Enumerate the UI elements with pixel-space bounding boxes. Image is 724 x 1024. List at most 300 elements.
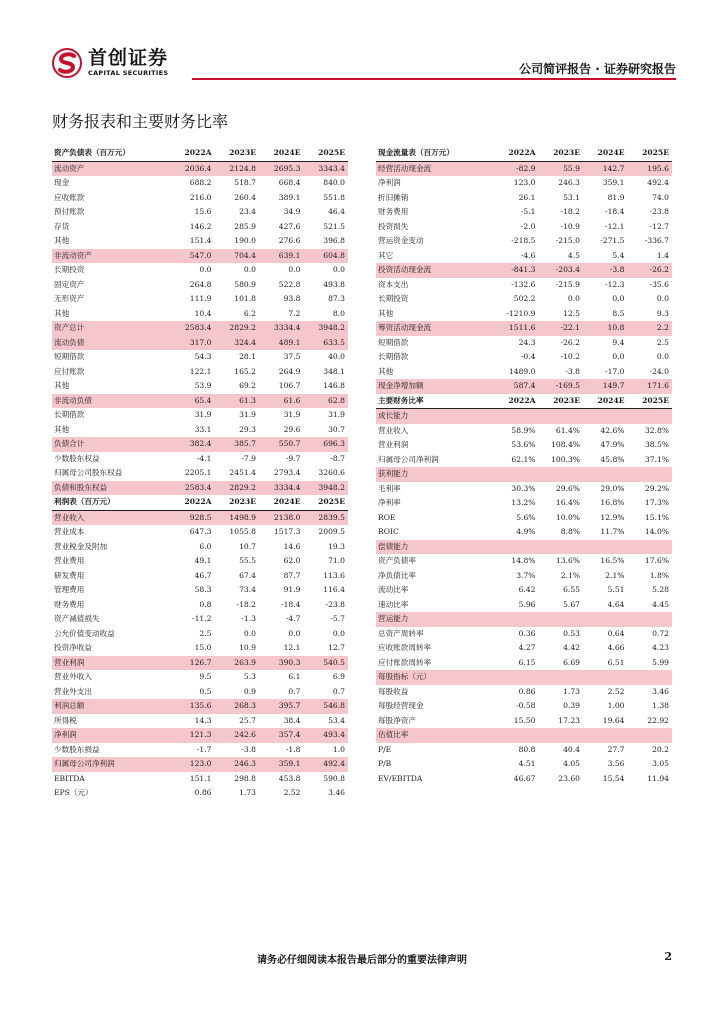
row-label: 少数股东损益	[54, 744, 100, 754]
value-cell: 0.36	[518, 628, 536, 638]
value-cell: 5.96	[518, 599, 536, 609]
value-cell: 696.3	[304, 437, 349, 452]
value-cell: 5.4	[612, 250, 625, 260]
value-cell: 27.7	[607, 744, 625, 754]
value-cell	[583, 467, 628, 482]
value-cell: 12.1	[283, 643, 301, 652]
table-row	[376, 641, 672, 656]
row-label: 财务费用	[54, 599, 85, 609]
row-label: 所得税	[54, 715, 77, 725]
value-cell: -35.6	[649, 279, 669, 289]
row-label: 毛利率	[378, 483, 401, 493]
value-cell: 551.8	[323, 192, 345, 202]
value-cell: 67.4	[239, 570, 256, 580]
report-type-label: 公司简评报告 · 证券研究报告	[519, 62, 676, 76]
value-cell: 263.9	[215, 656, 260, 671]
value-cell: 69.2	[239, 381, 256, 390]
value-cell: 2022A	[184, 148, 212, 157]
value-cell: 15.6	[194, 207, 212, 216]
value-cell: 668.4	[278, 178, 301, 187]
table-row	[376, 278, 672, 293]
value-cell	[539, 670, 584, 685]
value-cell: -12.3	[605, 279, 625, 289]
value-cell: 80.8	[518, 744, 536, 754]
value-cell: 2583.4	[170, 321, 215, 336]
value-cell: 28.1	[239, 352, 256, 361]
value-cell: 493.8	[323, 279, 345, 289]
value-cell: 298.8	[234, 773, 256, 783]
value-cell: -2.0	[520, 221, 536, 231]
value-cell: 489.1	[259, 336, 304, 351]
value-cell: -10.2	[560, 352, 580, 361]
row-label: 投资净收益	[54, 643, 92, 652]
value-cell: 633.5	[304, 336, 349, 351]
table-row	[52, 670, 348, 685]
value-cell: -215.0	[555, 236, 580, 245]
value-cell: -24.0	[649, 366, 669, 376]
value-cell: -3.8	[583, 263, 628, 278]
value-cell: -218.5	[511, 236, 536, 245]
value-cell: 33.1	[194, 424, 212, 434]
value-cell: 2.5	[656, 337, 669, 347]
table-row	[376, 205, 672, 220]
table-row	[52, 452, 348, 467]
row-label: 营业外收入	[54, 672, 92, 681]
value-cell: 93.8	[283, 294, 301, 303]
value-cell: 2.1%	[560, 570, 580, 580]
value-cell: 6.1	[288, 672, 301, 681]
row-label: 营业收入	[378, 425, 409, 435]
value-cell: 1511.6	[494, 321, 539, 336]
value-cell: 590.8	[323, 773, 345, 783]
row-label: 资产总计	[52, 321, 170, 336]
table-row	[52, 786, 348, 801]
value-cell: 142.7	[583, 161, 628, 176]
table-row	[376, 569, 672, 584]
value-cell: 123.0	[170, 757, 215, 772]
value-cell: -18.2	[560, 207, 580, 216]
value-cell	[494, 540, 539, 555]
table-row	[52, 321, 348, 336]
table-row	[52, 336, 348, 351]
value-cell: 580.9	[234, 279, 256, 289]
value-cell: -5.7	[330, 614, 345, 623]
table-row	[52, 365, 348, 380]
value-cell: 14.8%	[511, 556, 536, 565]
row-label: 利润表（百万元）	[54, 497, 115, 506]
value-cell: 31.9	[283, 410, 301, 419]
value-cell: 23.60	[558, 773, 580, 783]
value-cell: 9.5	[199, 672, 212, 681]
table-row	[376, 424, 672, 439]
value-cell: 58.3	[194, 585, 212, 594]
value-cell: 10.4	[194, 308, 212, 318]
value-cell: -1210.9	[506, 308, 536, 318]
value-cell: 4.66	[607, 643, 625, 652]
row-label: 其它	[378, 250, 394, 260]
value-cell: -1.7	[196, 744, 212, 754]
table-row	[376, 467, 672, 482]
row-label: 总资产周转率	[378, 628, 424, 638]
row-label: 投资损失	[378, 221, 409, 231]
left-column	[52, 146, 348, 801]
value-cell: 171.6	[628, 379, 673, 394]
value-cell: 46.7	[194, 570, 212, 580]
value-cell: -8.7	[330, 453, 345, 463]
value-cell: 502.2	[513, 294, 536, 303]
row-label: 每股净资产	[378, 715, 416, 725]
table-row	[52, 685, 348, 700]
report-header	[52, 48, 676, 82]
value-cell: 0.0	[612, 352, 625, 361]
value-cell: 6.55	[563, 585, 580, 594]
value-cell: 47.9%	[600, 440, 625, 449]
value-cell: 146.8	[323, 381, 345, 390]
value-cell	[628, 728, 673, 743]
value-cell	[583, 728, 628, 743]
row-label: 存货	[54, 221, 70, 231]
table-row	[376, 307, 672, 322]
table-row	[52, 161, 348, 176]
value-cell: 38.5%	[644, 440, 669, 449]
value-cell: 2024E	[597, 395, 625, 405]
value-cell: 24.3	[518, 337, 536, 347]
value-cell: 108.4%	[551, 440, 580, 449]
value-cell: 6.0	[199, 541, 212, 551]
value-cell: 3.46	[328, 788, 345, 797]
value-cell: 2.52	[283, 788, 301, 797]
table-row	[376, 220, 672, 235]
value-cell: 62.8	[304, 394, 349, 409]
value-cell	[583, 409, 628, 424]
value-cell	[628, 409, 673, 424]
value-cell: 928.5	[170, 510, 215, 525]
value-cell: 2.52	[607, 686, 625, 696]
value-cell: 639.1	[259, 249, 304, 264]
value-cell: 53.1	[563, 192, 580, 202]
table-row	[376, 438, 672, 453]
row-label: 资产减值损失	[54, 614, 100, 623]
value-cell: 26.1	[518, 192, 536, 202]
value-cell: 2024E	[597, 148, 625, 157]
row-label: 折旧摊销	[378, 192, 409, 202]
value-cell: 13.2%	[511, 498, 536, 507]
table-row	[52, 641, 348, 656]
value-cell: 522.8	[278, 279, 301, 289]
row-label: 预付账款	[54, 207, 85, 216]
row-label: 其他	[54, 236, 70, 245]
table-header-row	[376, 394, 672, 409]
value-cell: -18.4	[281, 599, 301, 609]
value-cell: 8.0	[332, 308, 345, 318]
value-cell: 242.6	[215, 728, 260, 743]
value-cell: 4.42	[563, 643, 580, 652]
row-label: 财务费用	[378, 207, 409, 216]
row-label: 负债合计	[52, 437, 170, 452]
table-row	[52, 612, 348, 627]
table-row	[376, 191, 672, 206]
table-row	[376, 743, 672, 758]
value-cell	[539, 409, 584, 424]
row-label: 资产负债率	[378, 556, 416, 565]
value-cell: -12.7	[649, 221, 669, 231]
value-cell: 2451.4	[229, 468, 256, 477]
table-row	[376, 598, 672, 613]
value-cell: 0.0	[656, 352, 669, 361]
value-cell: 285.9	[234, 221, 256, 231]
value-cell	[494, 612, 539, 627]
value-cell: 45.8%	[600, 454, 625, 464]
logo-s-icon	[52, 48, 82, 78]
value-cell: 195.6	[628, 161, 673, 176]
value-cell: 11.94	[647, 773, 669, 783]
row-label: 研发费用	[54, 570, 85, 580]
value-cell: 111.9	[189, 294, 212, 303]
value-cell: 62.1%	[511, 454, 536, 464]
value-cell: 151.1	[189, 773, 212, 783]
value-cell: 61.3	[215, 394, 260, 409]
table-row	[52, 510, 348, 525]
value-cell: 2205.1	[184, 468, 212, 477]
row-label: ROIC	[378, 527, 399, 536]
row-label: 应收账款周转率	[378, 643, 432, 652]
value-cell: 2023E	[229, 148, 256, 157]
row-label: 归属母公司净利润	[52, 757, 170, 772]
value-cell: 2.5	[199, 628, 212, 638]
value-cell: 14.0%	[644, 527, 669, 536]
value-cell: 16.5%	[600, 556, 625, 565]
row-label: 估值比率	[376, 728, 494, 743]
value-cell: 0.0	[288, 265, 301, 274]
value-cell: 2025E	[318, 497, 345, 506]
value-cell: 81.9	[607, 192, 625, 202]
value-cell: 324.4	[215, 336, 260, 351]
value-cell: 29.6%	[555, 483, 580, 493]
table-row	[376, 627, 672, 642]
value-cell: 113.6	[323, 570, 345, 580]
value-cell: 3260.6	[318, 468, 345, 477]
value-cell: 5.3	[243, 672, 256, 681]
value-cell: 15.50	[513, 715, 536, 725]
value-cell: -26.2	[560, 337, 580, 347]
row-label: ROE	[378, 512, 396, 522]
value-cell: -7.9	[241, 453, 256, 463]
row-label: 获利能力	[376, 467, 494, 482]
table-row	[376, 612, 672, 627]
table-row	[52, 481, 348, 496]
left-financial-table	[52, 146, 348, 801]
value-cell: 0.64	[607, 628, 625, 638]
value-cell: -169.5	[539, 379, 584, 394]
row-label: 净利润	[378, 178, 401, 187]
value-cell: 14.6	[283, 541, 301, 551]
value-cell: 54.3	[194, 352, 212, 361]
table-row	[376, 336, 672, 351]
value-cell: 17.3%	[644, 498, 669, 507]
value-cell: 46.4	[328, 207, 345, 216]
value-cell: 1489.0	[508, 366, 536, 376]
table-row	[52, 379, 348, 394]
value-cell: -17.0	[605, 366, 625, 376]
table-header-row	[52, 495, 348, 510]
table-row	[376, 365, 672, 380]
value-cell: 6.9	[332, 672, 345, 681]
value-cell: 91.9	[283, 585, 301, 594]
value-cell: -4.6	[520, 250, 536, 260]
row-label: EV/EBITDA	[378, 773, 423, 783]
table-row	[376, 772, 672, 787]
value-cell: 2025E	[642, 148, 669, 157]
value-cell	[539, 612, 584, 627]
page-number: 2	[664, 950, 672, 963]
value-cell: 14.3	[194, 715, 212, 725]
value-cell: 2024E	[273, 497, 301, 506]
value-cell: 25.7	[239, 715, 256, 725]
value-cell: 65.4	[170, 394, 215, 409]
value-cell: -5.1	[520, 207, 536, 216]
row-label: 应付账款	[54, 366, 85, 376]
row-label: 资产负债表（百万元）	[54, 148, 130, 157]
value-cell: 540.5	[304, 656, 349, 671]
row-label: 少数股东权益	[54, 453, 100, 463]
value-cell: -82.9	[494, 161, 539, 176]
value-cell: 2023E	[553, 148, 580, 157]
table-row	[52, 205, 348, 220]
table-row	[376, 511, 672, 526]
value-cell: 2025E	[318, 148, 345, 157]
value-cell: 49.1	[194, 556, 212, 565]
table-row	[52, 249, 348, 264]
value-cell	[494, 728, 539, 743]
value-cell	[583, 540, 628, 555]
value-cell: 0.86	[194, 788, 212, 797]
value-cell: 427.6	[278, 221, 301, 231]
value-cell: 2036.4	[170, 161, 215, 176]
value-cell: 2793.4	[273, 468, 301, 477]
value-cell	[583, 670, 628, 685]
value-cell: 4.5	[567, 250, 580, 260]
value-cell: 1.0	[332, 744, 345, 754]
row-label: 其他	[54, 308, 70, 318]
table-row	[376, 714, 672, 729]
value-cell: 1.38	[652, 701, 669, 710]
value-cell: -10.9	[560, 221, 580, 231]
value-cell: 9.4	[612, 337, 625, 347]
table-row	[52, 699, 348, 714]
table-row	[376, 699, 672, 714]
value-cell: 0.72	[652, 628, 669, 638]
value-cell: 5.99	[652, 657, 669, 667]
value-cell: 0.8	[199, 599, 212, 609]
value-cell: 359.1	[259, 757, 304, 772]
value-cell: -1.3	[241, 614, 256, 623]
row-label: 公允价值变动收益	[54, 628, 115, 638]
value-cell: 58.9%	[511, 425, 536, 435]
value-cell: 0.7	[332, 686, 345, 696]
value-cell: 40.4	[563, 744, 580, 754]
table-row	[376, 496, 672, 511]
table-row	[376, 350, 672, 365]
value-cell: 37.5	[283, 352, 301, 361]
value-cell: 10.8	[583, 321, 628, 336]
value-cell: 492.4	[647, 178, 669, 187]
value-cell: 268.3	[215, 699, 260, 714]
value-cell: 0.0	[199, 265, 212, 274]
value-cell: 550.7	[259, 437, 304, 452]
value-cell: 10.7	[239, 541, 256, 551]
value-cell: 276.6	[278, 236, 301, 245]
row-label: 筹资活动现金流	[376, 321, 494, 336]
value-cell	[539, 467, 584, 482]
row-label: 成长能力	[376, 409, 494, 424]
value-cell: 2124.8	[215, 161, 260, 176]
table-row	[376, 482, 672, 497]
value-cell: 165.2	[234, 366, 256, 376]
value-cell: -271.5	[600, 236, 625, 245]
value-cell	[628, 670, 673, 685]
value-cell: 2.2	[628, 321, 673, 336]
row-label: P/B	[378, 759, 392, 768]
value-cell: 53.9	[194, 381, 212, 390]
value-cell: 31.9	[239, 410, 256, 419]
value-cell: 121.3	[170, 728, 215, 743]
value-cell: -11.2	[192, 614, 212, 623]
right-financial-table	[376, 146, 672, 786]
value-cell: 126.7	[170, 656, 215, 671]
value-cell: 604.8	[304, 249, 349, 264]
row-label: 投资活动现金流	[376, 263, 494, 278]
value-cell: 61.6	[259, 394, 304, 409]
row-label: 营运资金变动	[378, 236, 424, 245]
value-cell: 0.53	[563, 628, 580, 638]
table-row	[52, 350, 348, 365]
row-label: 归属母公司净利润	[378, 454, 439, 464]
table-row	[52, 437, 348, 452]
table-row	[52, 627, 348, 642]
value-cell: -4.1	[196, 453, 212, 463]
value-cell: 17.6%	[644, 556, 669, 565]
value-cell: 587.4	[494, 379, 539, 394]
value-cell: 3.46	[652, 686, 669, 696]
value-cell: 2583.4	[170, 481, 215, 496]
row-label: 固定资产	[54, 279, 85, 289]
value-cell: 106.7	[278, 381, 301, 390]
value-cell: 46.67	[513, 773, 536, 783]
table-row	[376, 453, 672, 468]
row-label: 其他	[54, 424, 70, 434]
value-cell: 357.4	[259, 728, 304, 743]
value-cell: 5.28	[652, 585, 669, 594]
row-label: 营业费用	[54, 556, 85, 565]
value-cell: -18.2	[236, 599, 256, 609]
value-cell	[628, 467, 673, 482]
value-cell: 3.56	[607, 759, 625, 768]
value-cell: 73.4	[239, 585, 256, 594]
value-cell: 2009.5	[318, 527, 345, 536]
value-cell	[583, 612, 628, 627]
table-row	[376, 263, 672, 278]
value-cell: 1517.3	[273, 527, 301, 536]
value-cell: 0.86	[518, 686, 536, 696]
row-label: 营业成本	[54, 527, 85, 536]
table-row	[376, 379, 672, 394]
value-cell: 32.8%	[644, 425, 669, 435]
value-cell: 15.54	[602, 773, 625, 783]
value-cell: -841.3	[494, 263, 539, 278]
value-cell: -22.1	[539, 321, 584, 336]
value-cell: 518.7	[234, 178, 256, 187]
table-row	[52, 583, 348, 598]
